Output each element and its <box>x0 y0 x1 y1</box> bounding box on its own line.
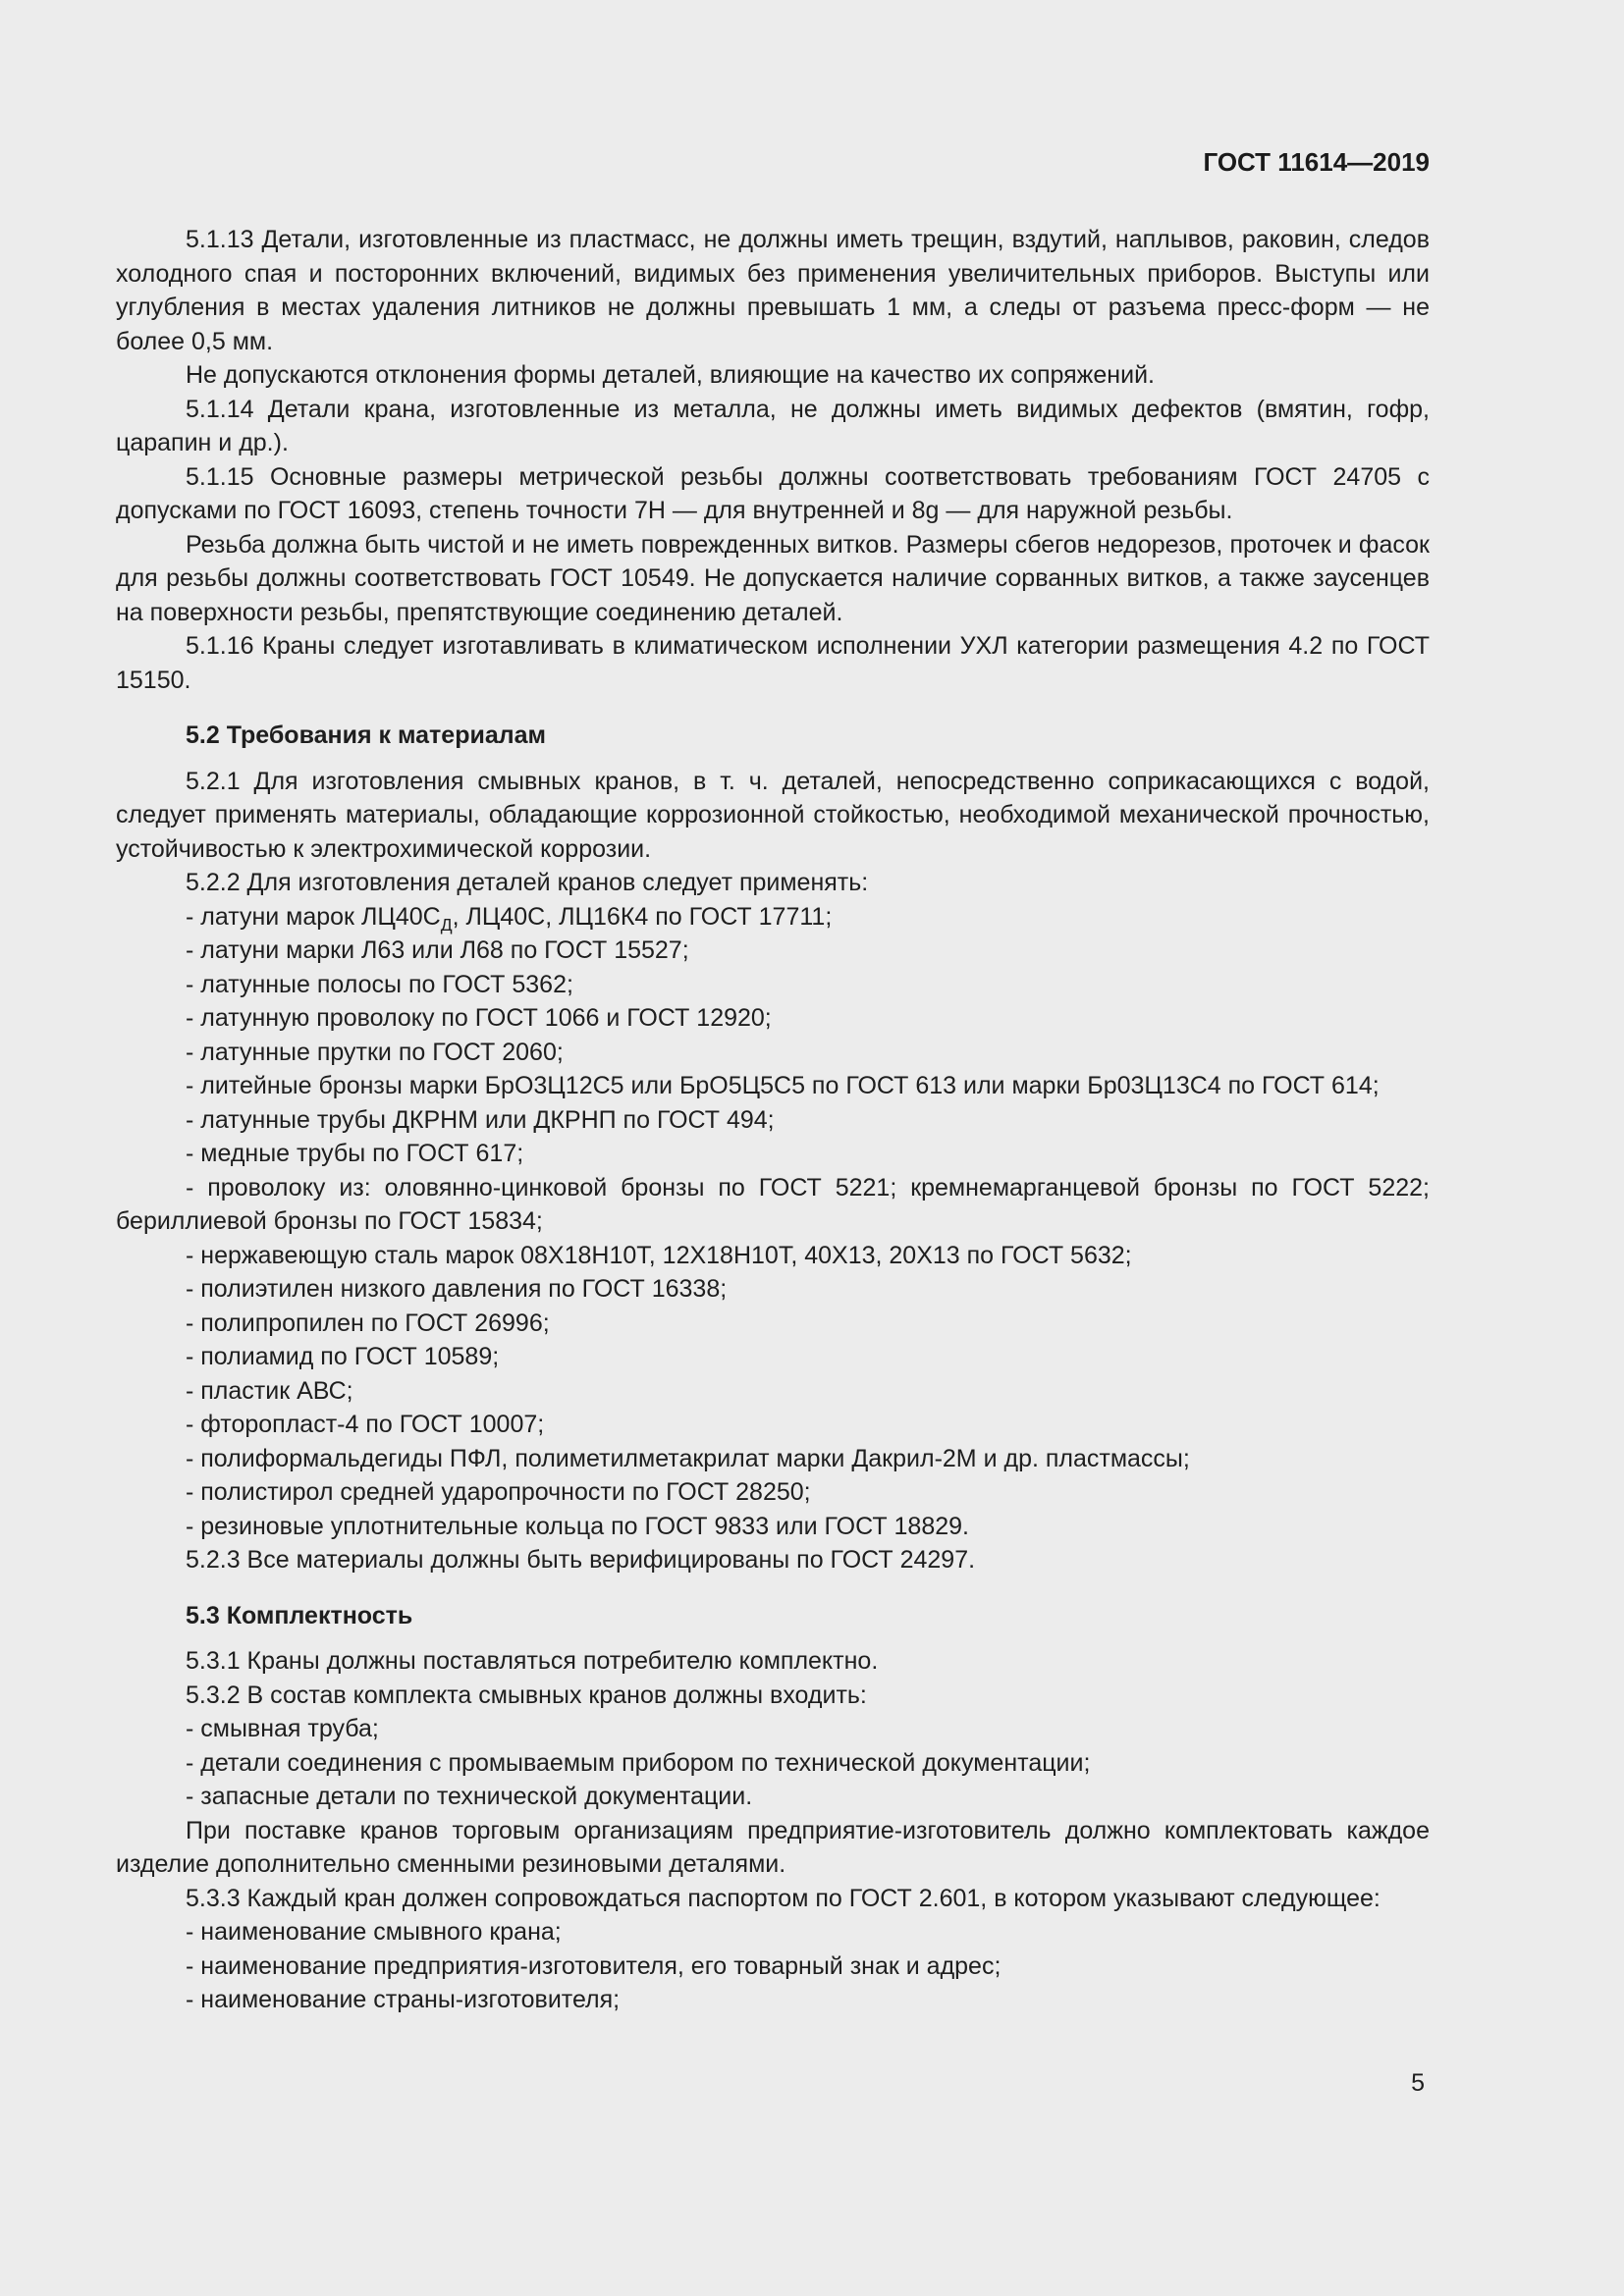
paragraph-5-1-15-continued: Резьба должна быть чистой и не иметь поврежденных витков. Размеры сбегов недорезов, проточек и фасок для резьбы должны соответствовать ГОСТ 10549. Не допускается наличие сорванных витков, а также заусенцев на поверхности резьбы, препятствующие соединению деталей. <box>116 530 1430 626</box>
paragraph-5-2-2: 5.2.2 Для изготовления деталей кранов следует применять: <box>186 869 869 896</box>
list-item-text: - латуни марок ЛЦ40С <box>186 902 441 931</box>
list-item: - полиэтилен низкого давления по ГОСТ 16338; <box>186 1275 728 1303</box>
list-item: - латунные трубы ДКРНМ или ДКРНП по ГОСТ 494; <box>186 1105 775 1134</box>
paragraph-5-2-3: 5.2.3 Все материалы должны быть верифицированы по ГОСТ 24297. <box>186 1546 976 1574</box>
list-item: - детали соединения с промываемым прибором по технической документации; <box>186 1748 1091 1777</box>
paragraph-5-3-2-continued: При поставке кранов торговым организациям предприятие-изготовитель должно комплектовать каждое изделие дополнительно сменными резиновыми деталями. <box>116 1816 1430 1878</box>
paragraph-5-2-1: 5.2.1 Для изготовления смывных кранов, в т. ч. деталей, непосредственно соприкасающихся с водой, следует применять материалы, обладающие коррозионной стойкостью, необходимой механической прочностью, устойчивостью к электрохимической коррозии. <box>116 767 1430 863</box>
paragraph-5-1-14: 5.1.14 Детали крана, изготовленные из металла, не должны иметь видимых дефектов (вмятин, гофр, царапин и др.). <box>116 395 1430 456</box>
page-number: 5 <box>1411 2069 1425 2097</box>
section-heading-5-2: 5.2 Требования к материалам <box>186 721 547 749</box>
list-item: - наименование страны-изготовителя; <box>186 1986 621 2013</box>
list-item: - смывная труба; <box>186 1715 379 1742</box>
paragraph-5-3-2: 5.3.2 В состав комплекта смывных кранов должны входить: <box>186 1681 867 1709</box>
list-item: - запасные детали по технической документации. <box>186 1783 753 1810</box>
list-item: - латунную проволоку по ГОСТ 1066 и ГОСТ 12920; <box>186 1004 772 1032</box>
list-item: - фторопласт-4 по ГОСТ 10007; <box>186 1411 545 1438</box>
list-item: - полиамид по ГОСТ 10589; <box>186 1343 500 1370</box>
document-code: ГОСТ 11614—2019 <box>1203 147 1430 177</box>
list-item: - медные трубы по ГОСТ 617; <box>186 1140 524 1167</box>
document-body <box>116 223 1430 2017</box>
list-item: - наименование смывного крана; <box>186 1918 562 1946</box>
list-item-brass-grades <box>116 900 1430 934</box>
paragraph-5-1-15: 5.1.15 Основные размеры метрической резьбы должны соответствовать требованиям ГОСТ 24705 с допусками по ГОСТ 16093, степень точности 7Н — для внутренней и 8g — для наружной резьбы. <box>116 462 1430 524</box>
subscript: Д <box>440 914 453 934</box>
list-item: - полиформальдегиды ПФЛ, полиметилметакрилат марки Дакрил-2М и др. пластмассы; <box>186 1444 1190 1472</box>
list-item: - литейные бронзы марки БрО3Ц12С5 или БрО5Ц5С5 по ГОСТ 613 или марки Бр03Ц13С4 по ГОСТ 614; <box>186 1072 1380 1099</box>
paragraph-5-3-1: 5.3.1 Краны должны поставляться потребителю комплектно. <box>186 1647 879 1675</box>
paragraph-5-1-13-continued: Не допускаются отклонения формы деталей, влияющие на качество их сопряжений. <box>186 361 1155 389</box>
list-item: - полипропилен по ГОСТ 26996; <box>186 1308 550 1337</box>
list-item: - латуни марки Л63 или Л68 по ГОСТ 15527; <box>186 936 689 964</box>
list-item: - латунные прутки по ГОСТ 2060; <box>186 1038 564 1066</box>
list-item: - полистирол средней ударопрочности по ГОСТ 28250; <box>186 1478 811 1506</box>
paragraph-5-1-13: 5.1.13 Детали, изготовленные из пластмасс, не должны иметь трещин, вздутий, наплывов, раковин, следов холодного спая и посторонних включений, видимых без применения увеличительных приборов. Выступы или углубления в местах удаления литников не должны превышать 1 мм, а следы от разъема пресс-форм — не более 0,5 мм. <box>116 226 1430 355</box>
section-heading-5-3: 5.3 Комплектность <box>186 1601 413 1629</box>
paragraph-5-1-16: 5.1.16 Краны следует изготавливать в климатическом исполнении УХЛ категории размещения 4.2 по ГОСТ 15150. <box>116 632 1430 694</box>
list-item: - латунные полосы по ГОСТ 5362; <box>186 970 573 998</box>
list-item: - пластик АВС; <box>186 1376 353 1405</box>
list-item: - наименование предприятия-изготовителя, его товарный знак и адрес; <box>186 1951 1001 1980</box>
list-item: - проволоку из: оловянно-цинковой бронзы по ГОСТ 5221; кремнемарганцевой бронзы по ГОСТ 5222; бериллиевой бронзы по ГОСТ 15834; <box>116 1173 1430 1235</box>
list-item-text: , ЛЦ40С, ЛЦ16К4 по ГОСТ 17711; <box>452 902 833 931</box>
paragraph-5-3-3: 5.3.3 Каждый кран должен сопровождаться паспортом по ГОСТ 2.601, в котором указывают следующее: <box>186 1884 1380 1912</box>
list-item: - резиновые уплотнительные кольца по ГОСТ 9833 или ГОСТ 18829. <box>186 1512 969 1540</box>
list-item: - нержавеющую сталь марок 08Х18Н10Т, 12Х18Н10Т, 40Х13, 20Х13 по ГОСТ 5632; <box>186 1241 1132 1269</box>
